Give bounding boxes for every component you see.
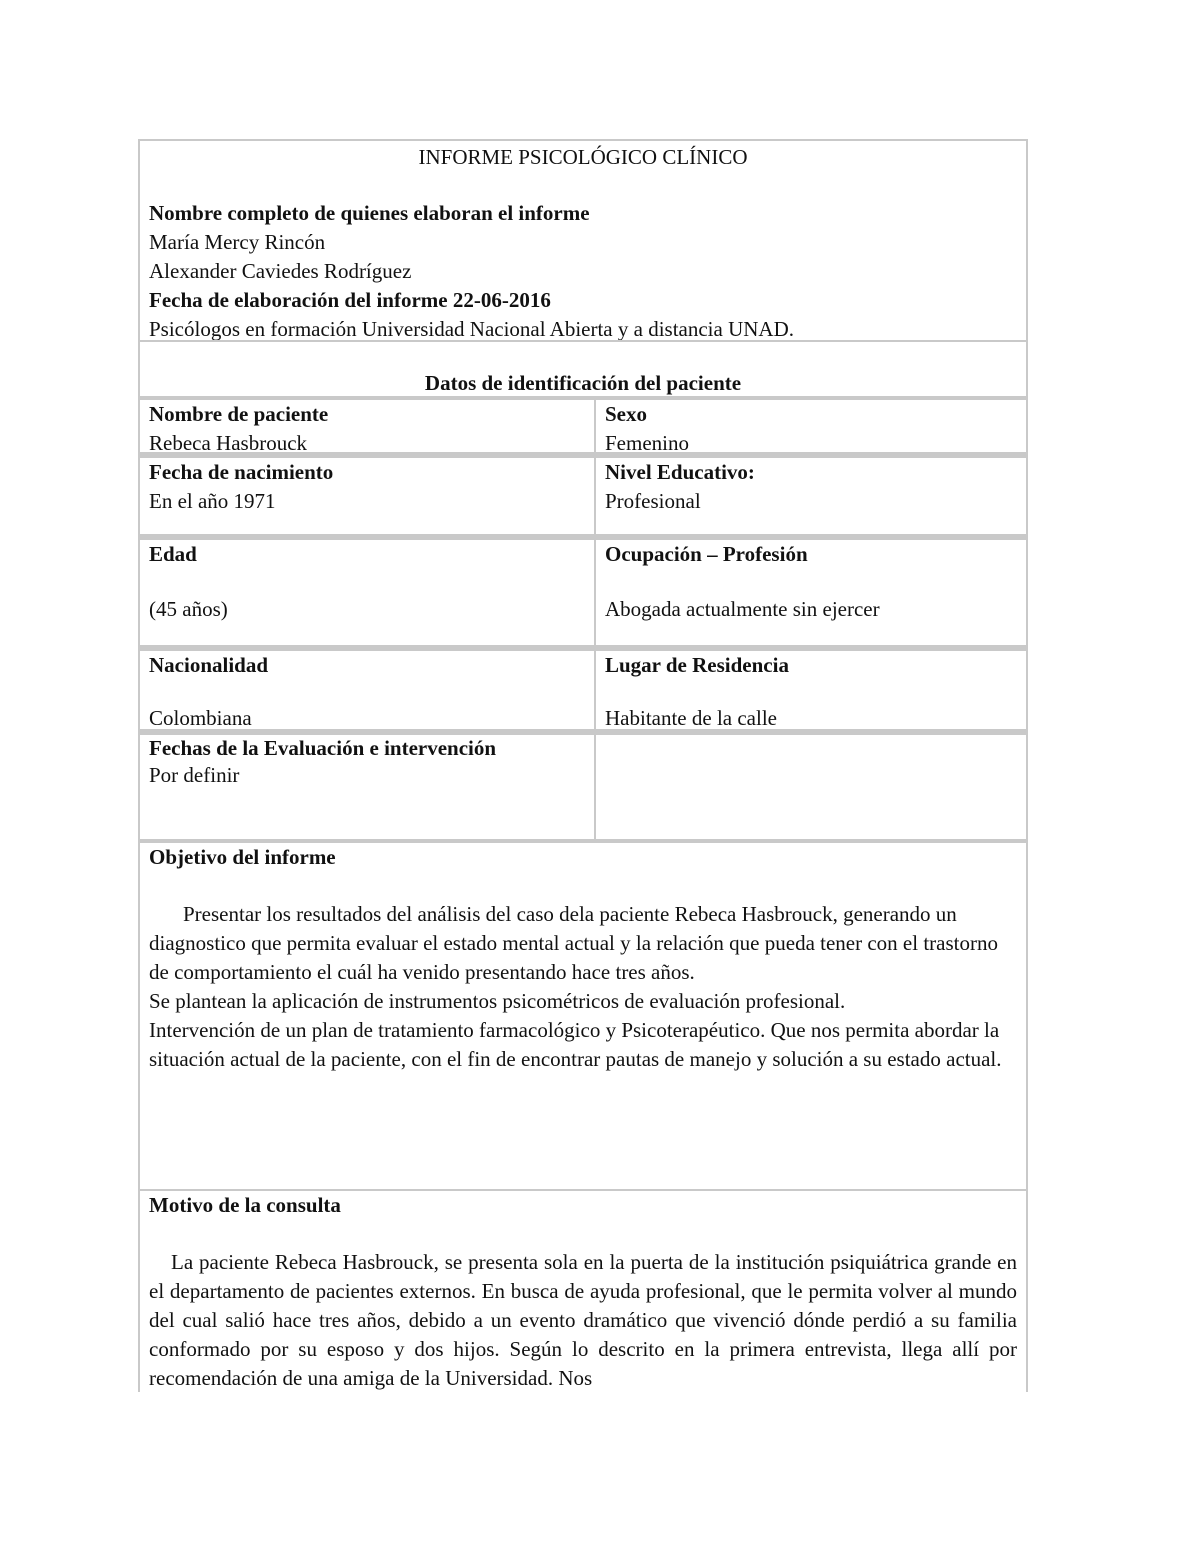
nationality-label: Nacionalidad: [149, 653, 269, 677]
spacer: [605, 569, 1017, 595]
institution-text: Psicólogos en formación Universidad Nacional Abierta y a distancia UNAD.: [149, 317, 795, 341]
spacer: [149, 680, 585, 704]
spacer: [605, 680, 1017, 704]
spacer: [149, 1220, 1017, 1248]
spacer: [149, 872, 1017, 900]
objective-paragraph-1: Presentar los resultados del análisis del caso dela paciente Rebeca Hasbrouck, generando un diagnostico que permita evaluar el estado mental actual y la relación que pueda tener con el trastorno de comportamiento el cuál ha venido presentando hace tres años.: [149, 902, 998, 984]
patient-section-title: Datos de identificación del paciente: [424, 371, 742, 395]
occupation-cell: [594, 538, 1028, 647]
eval-dates-value: Por definir: [149, 763, 240, 787]
education-label: Nivel Educativo:: [605, 460, 755, 484]
report-title: INFORME PSICOLÓGICO CLÍNICO: [418, 145, 748, 169]
occupation-label: Ocupación – Profesión: [605, 542, 808, 566]
birth-education-row: [138, 454, 1028, 538]
education-value: Profesional: [605, 489, 701, 513]
report-date: Fecha de elaboración del informe 22-06-2016: [149, 288, 551, 312]
authors-heading: Nombre completo de quienes elaboran el informe: [149, 201, 590, 225]
name-sex-row: [138, 396, 1028, 456]
empty-cell: [594, 733, 1028, 841]
consultation-row: [138, 1189, 1028, 1392]
age-label: Edad: [149, 542, 197, 566]
residence-label: Lugar de Residencia: [605, 653, 789, 677]
birth-cell: [138, 456, 596, 536]
objective-row: [138, 841, 1028, 1191]
residence-value: Habitante de la calle: [605, 706, 777, 730]
spacer: [149, 569, 585, 595]
author-1: María Mercy Rincón: [149, 230, 326, 254]
sex-label: Sexo: [605, 402, 647, 426]
residence-cell: [594, 649, 1028, 731]
name-label: Nombre de paciente: [149, 402, 329, 426]
patient-section-row: [138, 340, 1028, 398]
spacer: [149, 172, 1017, 199]
occupation-value: Abogada actualmente sin ejercer: [605, 597, 880, 621]
objective-paragraph-2: Se plantean la aplicación de instrumentos psicométricos de evaluación profesional.: [149, 989, 846, 1013]
nationality-value: Colombiana: [149, 706, 252, 730]
birth-value: En el año 1971: [149, 489, 276, 513]
name-cell: [138, 398, 596, 454]
nationality-residence-row: [138, 647, 1028, 733]
objective-paragraph-3: Intervención de un plan de tratamiento farmacológico y Psicoterapéutico. Que nos permita abordar la situación actual de la paciente, con el fin de encontrar pautas de manejo y solución a su estado actual.: [149, 1018, 1002, 1071]
sex-cell: [594, 398, 1028, 454]
sex-value: Femenino: [605, 431, 689, 455]
author-2: Alexander Caviedes Rodríguez: [149, 259, 412, 283]
eval-dates-cell: [138, 733, 596, 841]
nationality-cell: [138, 649, 596, 731]
consultation-paragraph: La paciente Rebeca Hasbrouck, se presenta sola en la puerta de la institución psiquiátrica grande en el departamento de pacientes externos. En busca de ayuda profesional, que le permita volver al mundo del cual salió hace tres años, debido a un evento dramático que vivenció dónde perdió a su familia conformado por su esposo y dos hijos. Según lo descrito en la primera entrevista, llega allí por recomendación de una amiga de la Universidad. Nos: [149, 1250, 1017, 1390]
age-occupation-row: [138, 536, 1028, 649]
education-cell: [594, 456, 1028, 536]
eval-dates-row: [138, 731, 1028, 843]
report-header-row: [138, 139, 1028, 342]
age-cell: [138, 538, 596, 647]
name-value: Rebeca Hasbrouck: [149, 431, 308, 455]
eval-dates-label: Fechas de la Evaluación e intervención: [149, 736, 497, 760]
birth-label: Fecha de nacimiento: [149, 460, 334, 484]
objective-heading: Objetivo del informe: [149, 845, 336, 869]
age-value: (45 años): [149, 597, 228, 621]
consultation-heading: Motivo de la consulta: [149, 1193, 341, 1217]
report-table: [138, 139, 1028, 1392]
